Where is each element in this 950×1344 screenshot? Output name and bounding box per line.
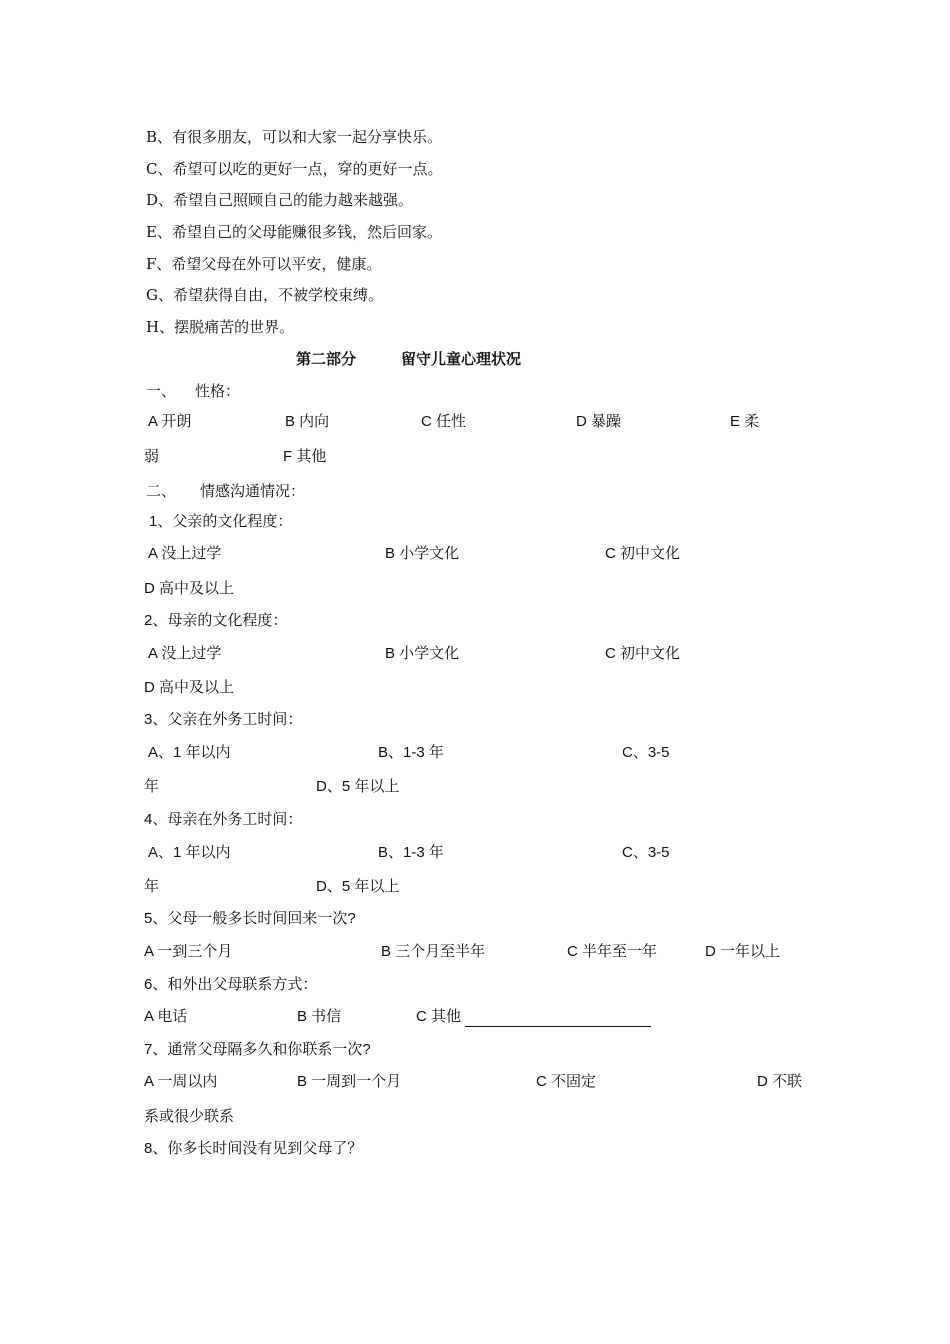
q6-other-blank[interactable] (465, 1011, 651, 1027)
personality-option-b: B 内向 (285, 413, 330, 430)
section-2-number: 二、 (146, 482, 177, 500)
q4-option-d: D、5 年以上 (316, 878, 400, 895)
personality-option-e: E 柔 (730, 413, 760, 430)
q2-option-c: C 初中文化 (605, 645, 681, 662)
q3-option-d: D、5 年以上 (316, 778, 400, 795)
q4-option-b: B、1-3 年 (378, 844, 444, 861)
q3-option-c: C、3-5 (622, 744, 670, 761)
question-8: 8、你多长时间没有见到父母了？ (144, 1140, 363, 1157)
personality-option-d: D 暴躁 (576, 413, 622, 430)
q2-option-b: B 小学文化 (385, 645, 460, 662)
section-title-name: 留守儿童心理状况 (401, 350, 522, 368)
option-e: E、希望自己的父母能赚很多钱，然后回家。 (146, 223, 442, 241)
section-title-part: 第二部分 (296, 350, 357, 368)
q3-option-a: A、1 年以内 (148, 744, 231, 761)
question-2: 2、母亲的文化程度： (144, 612, 288, 629)
question-6: 6、和外出父母联系方式： (144, 976, 318, 993)
question-1: 1、父亲的文化程度： (149, 513, 293, 530)
q1-option-d: D 高中及以上 (144, 580, 235, 597)
q4-option-c-cont: 年 (144, 878, 160, 895)
option-d: D、希望自己照顾自己的能力越来越强。 (146, 191, 414, 209)
q7-option-d: D 不联 (757, 1073, 803, 1090)
option-g: G、希望获得自由，不被学校束缚。 (146, 286, 383, 304)
option-f: F、希望父母在外可以平安，健康。 (146, 255, 382, 273)
q4-option-c: C、3-5 (622, 844, 670, 861)
personality-option-f: F 其他 (283, 448, 327, 465)
q6-option-c: C 其他 (416, 1008, 462, 1025)
personality-option-a: A 开朗 (148, 413, 192, 430)
section-2-label: 情感沟通情况： (200, 482, 306, 500)
question-3: 3、父亲在外务工时间： (144, 711, 303, 728)
option-b: B、有很多朋友，可以和大家一起分享快乐。 (146, 128, 443, 146)
q7-option-b: B 一周到一个月 (297, 1073, 402, 1090)
section-1-label: 性格： (195, 382, 241, 400)
q6-option-a: A 电话 (144, 1008, 188, 1025)
q6-option-c-line (416, 1007, 651, 1027)
q3-option-c-cont: 年 (144, 778, 160, 795)
q1-option-c: C 初中文化 (605, 545, 681, 562)
q6-option-b: B 书信 (297, 1008, 342, 1025)
q5-option-d: D 一年以上 (705, 943, 781, 960)
q7-option-d-cont: 系或很少联系 (144, 1108, 235, 1125)
option-c: C、希望可以吃的更好一点，穿的更好一点。 (146, 160, 443, 178)
option-h: H、摆脱痛苦的世界。 (146, 318, 295, 336)
q5-option-a: A 一到三个月 (144, 943, 233, 960)
q7-option-c: C 不固定 (536, 1073, 597, 1090)
q2-option-a: A 没上过学 (148, 645, 222, 662)
q5-option-b: B 三个月至半年 (381, 943, 486, 960)
question-4: 4、母亲在外务工时间： (144, 811, 303, 828)
q1-option-b: B 小学文化 (385, 545, 460, 562)
personality-option-e-cont: 弱 (144, 448, 160, 465)
question-5: 5、父母一般多长时间回来一次? (144, 910, 356, 927)
q2-option-d: D 高中及以上 (144, 679, 235, 696)
personality-option-c: C 任性 (421, 413, 467, 430)
question-7: 7、通常父母隔多久和你联系一次? (144, 1041, 371, 1058)
q3-option-b: B、1-3 年 (378, 744, 444, 761)
q7-option-a: A 一周以内 (144, 1073, 218, 1090)
q4-option-a: A、1 年以内 (148, 844, 231, 861)
section-1-number: 一、 (146, 382, 177, 400)
q5-option-c: C 半年至一年 (567, 943, 658, 960)
q1-option-a: A 没上过学 (148, 545, 222, 562)
